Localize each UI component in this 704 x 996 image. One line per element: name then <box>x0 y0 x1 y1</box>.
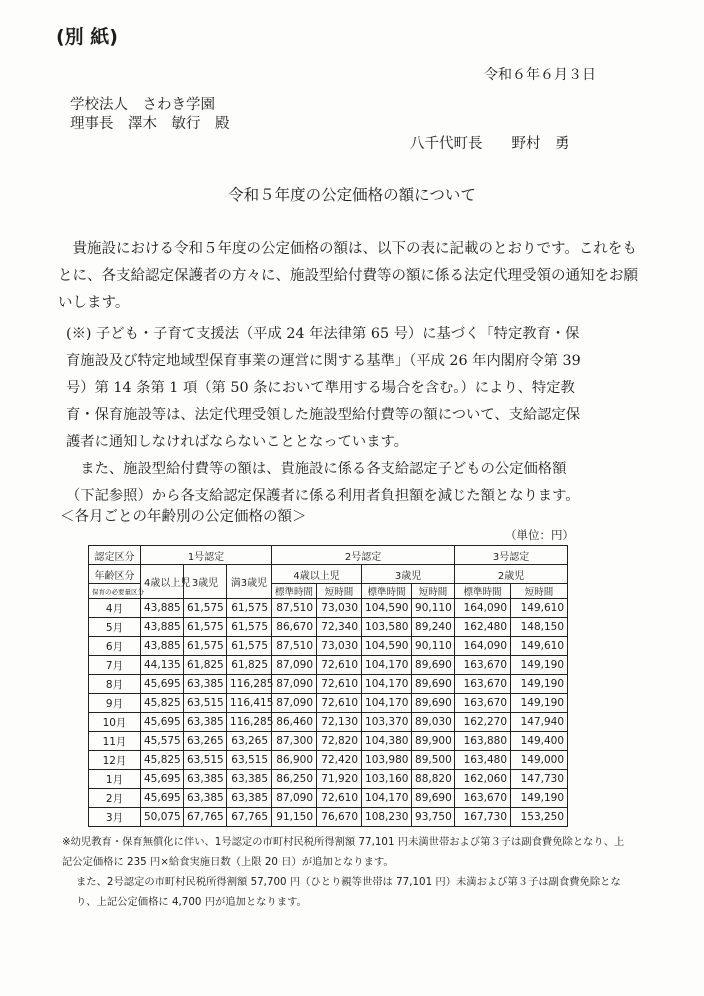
price-cell: 67,765 <box>184 808 227 827</box>
price-cell: 73,030 <box>317 637 362 656</box>
price-cell: 61,575 <box>184 599 227 618</box>
price-cell: 63,515 <box>184 751 227 770</box>
table-caption: ＜各月ごとの年齢別の公定価格の額＞ <box>60 509 307 525</box>
price-cell: 43,885 <box>141 599 184 618</box>
table-row <box>89 732 568 751</box>
price-cell: 104,170 <box>362 656 412 675</box>
price-cell: 162,270 <box>455 713 511 732</box>
footnotes <box>62 832 632 912</box>
price-cell: 153,250 <box>511 808 568 827</box>
price-cell: 88,820 <box>412 770 455 789</box>
header-cell: 標準時間 <box>272 584 317 599</box>
price-cell: 71,920 <box>317 770 362 789</box>
price-cell: 87,090 <box>272 675 317 694</box>
month-cell: 2月 <box>89 789 141 808</box>
price-cell: 61,575 <box>227 599 272 618</box>
price-cell: 89,690 <box>412 694 455 713</box>
price-cell: 72,610 <box>317 694 362 713</box>
header-cell: 保育の必要量区分 <box>89 584 141 599</box>
header-row-age <box>89 565 568 584</box>
price-cell: 104,590 <box>362 637 412 656</box>
price-cell: 45,695 <box>141 675 184 694</box>
price-cell: 91,150 <box>272 808 317 827</box>
header-cell: 3歳児 <box>184 565 227 599</box>
price-cell: 72,610 <box>317 675 362 694</box>
price-cell: 90,110 <box>412 599 455 618</box>
price-cell: 45,695 <box>141 713 184 732</box>
sender-name: 八千代町長 野村 勇 <box>410 136 570 152</box>
price-cell: 76,670 <box>317 808 362 827</box>
price-cell: 163,480 <box>455 751 511 770</box>
table-unit: （単位：円） <box>505 528 574 542</box>
price-cell: 50,075 <box>141 808 184 827</box>
price-cell: 63,385 <box>184 770 227 789</box>
price-cell: 108,230 <box>362 808 412 827</box>
month-cell: 7月 <box>89 656 141 675</box>
month-cell: 5月 <box>89 618 141 637</box>
table-row <box>89 675 568 694</box>
price-cell: 86,460 <box>272 713 317 732</box>
price-cell: 45,695 <box>141 789 184 808</box>
price-cell: 93,750 <box>412 808 455 827</box>
price-cell: 149,400 <box>511 732 568 751</box>
header-cell: 3歳児 <box>362 565 455 584</box>
table-row <box>89 599 568 618</box>
header-cell: 2号認定 <box>272 546 455 565</box>
price-cell: 149,190 <box>511 656 568 675</box>
price-cell: 104,170 <box>362 675 412 694</box>
price-cell: 72,340 <box>317 618 362 637</box>
price-cell: 116,415 <box>227 694 272 713</box>
footnote-1: ※幼児教育・保育無償化に伴い、1号認定の市町村民税所得割額 77,101 円未満世帯および第３子は副食費免除となり、上記公定価格に 235 円×給食実施日数（上限 20 日）が追加となります。 <box>62 836 625 868</box>
price-cell: 164,090 <box>455 599 511 618</box>
price-cell: 149,190 <box>511 675 568 694</box>
price-cell: 44,135 <box>141 656 184 675</box>
table-row <box>89 637 568 656</box>
price-cell: 87,300 <box>272 732 317 751</box>
price-cell: 149,190 <box>511 694 568 713</box>
month-cell: 11月 <box>89 732 141 751</box>
price-cell: 43,885 <box>141 618 184 637</box>
price-cell: 104,380 <box>362 732 412 751</box>
price-cell: 163,670 <box>455 656 511 675</box>
price-cell: 63,385 <box>184 675 227 694</box>
header-cell: 満3歳児 <box>227 565 272 599</box>
price-cell: 86,900 <box>272 751 317 770</box>
price-cell: 116,285 <box>227 713 272 732</box>
price-cell: 89,030 <box>412 713 455 732</box>
price-cell: 61,825 <box>184 656 227 675</box>
month-cell: 4月 <box>89 599 141 618</box>
header-cell: 1号認定 <box>141 546 272 565</box>
price-cell: 73,030 <box>317 599 362 618</box>
price-cell: 104,170 <box>362 789 412 808</box>
price-cell: 61,825 <box>227 656 272 675</box>
table-row <box>89 656 568 675</box>
body-paragraph: 貴施設における令和５年度の公定価格の額は、以下の表に記載のとおりです。これをもとに、各支給認定保護者の方々に、施設型給付費等の額に係る法定代理受領の通知をお願いします。 <box>58 241 638 311</box>
price-cell: 63,515 <box>227 751 272 770</box>
price-cell: 72,610 <box>317 656 362 675</box>
price-cell: 162,060 <box>455 770 511 789</box>
header-cell: 短時間 <box>511 584 568 599</box>
price-cell: 72,610 <box>317 789 362 808</box>
price-cell: 63,385 <box>184 789 227 808</box>
price-cell: 149,000 <box>511 751 568 770</box>
price-cell: 67,765 <box>227 808 272 827</box>
price-cell: 45,695 <box>141 770 184 789</box>
price-cell: 162,480 <box>455 618 511 637</box>
month-cell: 1月 <box>89 770 141 789</box>
document-title: 令和５年度の公定価格の額について <box>228 186 476 204</box>
month-cell: 9月 <box>89 694 141 713</box>
price-cell: 89,500 <box>412 751 455 770</box>
price-cell: 167,730 <box>455 808 511 827</box>
table-row <box>89 789 568 808</box>
price-cell: 147,940 <box>511 713 568 732</box>
table-row <box>89 808 568 827</box>
header-row-certification <box>89 546 568 565</box>
price-cell: 147,730 <box>511 770 568 789</box>
price-cell: 148,150 <box>511 618 568 637</box>
header-cell: 認定区分 <box>89 546 141 565</box>
price-cell: 63,265 <box>184 732 227 751</box>
price-cell: 87,510 <box>272 637 317 656</box>
table-row <box>89 751 568 770</box>
document-date: 令和６年６月３日 <box>484 67 596 83</box>
table-row <box>89 618 568 637</box>
price-cell: 149,610 <box>511 637 568 656</box>
header-cell: 3号認定 <box>455 546 568 565</box>
price-cell: 89,900 <box>412 732 455 751</box>
price-cell: 104,590 <box>362 599 412 618</box>
note-paragraph-2: また、施設型給付費等の額は、貴施設に係る各支給認定子どもの公定価格額（下記参照）から各支給認定保護者に係る利用者負担額を減じた額となります。 <box>66 461 580 504</box>
price-cell: 61,575 <box>227 637 272 656</box>
addressee-name: 理事長 澤木 敏行 殿 <box>70 116 230 132</box>
price-cell: 63,265 <box>227 732 272 751</box>
price-cell: 63,385 <box>184 713 227 732</box>
price-cell: 103,370 <box>362 713 412 732</box>
month-cell: 10月 <box>89 713 141 732</box>
price-cell: 89,690 <box>412 675 455 694</box>
header-cell: 標準時間 <box>455 584 511 599</box>
price-cell: 72,820 <box>317 732 362 751</box>
table-body <box>89 599 568 827</box>
price-table <box>88 545 568 827</box>
price-cell: 89,690 <box>412 656 455 675</box>
price-cell: 149,190 <box>511 789 568 808</box>
price-cell: 116,285 <box>227 675 272 694</box>
attachment-label: (別 紙) <box>56 26 118 48</box>
footnote-2: また、2号認定の市町村民税所得割額 57,700 円（ひとり親等世帯は 77,101 円）未満および第３子は副食費免除となり、上記公定価格に 4,700 円が追加となります。 <box>76 876 621 908</box>
table-row <box>89 770 568 789</box>
price-cell: 87,090 <box>272 789 317 808</box>
price-cell: 45,825 <box>141 751 184 770</box>
price-cell: 163,880 <box>455 732 511 751</box>
month-cell: 8月 <box>89 675 141 694</box>
price-cell: 43,885 <box>141 637 184 656</box>
price-cell: 163,670 <box>455 789 511 808</box>
price-cell: 103,160 <box>362 770 412 789</box>
price-cell: 86,670 <box>272 618 317 637</box>
table-row <box>89 694 568 713</box>
header-cell: 2歳児 <box>455 565 568 584</box>
body-text <box>58 236 638 317</box>
price-cell: 61,575 <box>184 637 227 656</box>
header-cell: 4歳以上児 <box>272 565 362 584</box>
header-cell: 標準時間 <box>362 584 412 599</box>
price-cell: 61,575 <box>227 618 272 637</box>
price-cell: 72,420 <box>317 751 362 770</box>
price-cell: 90,110 <box>412 637 455 656</box>
price-cell: 149,610 <box>511 599 568 618</box>
price-cell: 86,250 <box>272 770 317 789</box>
price-cell: 87,090 <box>272 656 317 675</box>
price-cell: 87,510 <box>272 599 317 618</box>
price-cell: 63,385 <box>227 770 272 789</box>
price-cell: 45,825 <box>141 694 184 713</box>
price-cell: 63,385 <box>227 789 272 808</box>
price-cell: 103,580 <box>362 618 412 637</box>
price-cell: 103,980 <box>362 751 412 770</box>
price-cell: 163,670 <box>455 694 511 713</box>
addressee-organization: 学校法人 さわき学園 <box>70 97 215 113</box>
price-cell: 72,130 <box>317 713 362 732</box>
note-paragraph-1: (※) 子ども・子育て支援法（平成 24 年法律第 65 号）に基づく「特定教育・保育施設及び特定地域型保育事業の運営に関する基準」（平成 26 年内閣府令第 39 号）第 14 条第 1 項（第 50 条において準用する場合を含む。）により、特定教育・保育施設等は、法定代理受領した施設型給付費等の額について、支給認定保護者に通知しなければならないこととなっています。 <box>66 326 581 450</box>
price-cell: 63,515 <box>184 694 227 713</box>
header-cell: 短時間 <box>317 584 362 599</box>
price-cell: 45,575 <box>141 732 184 751</box>
month-cell: 12月 <box>89 751 141 770</box>
header-cell: 年齢区分 <box>89 565 141 584</box>
price-cell: 89,240 <box>412 618 455 637</box>
table-row <box>89 713 568 732</box>
price-cell: 87,090 <box>272 694 317 713</box>
price-cell: 104,170 <box>362 694 412 713</box>
price-cell: 164,090 <box>455 637 511 656</box>
header-cell: 短時間 <box>412 584 455 599</box>
month-cell: 3月 <box>89 808 141 827</box>
price-cell: 89,690 <box>412 789 455 808</box>
month-cell: 6月 <box>89 637 141 656</box>
legal-note <box>66 321 586 510</box>
price-cell: 61,575 <box>184 618 227 637</box>
price-cell: 163,670 <box>455 675 511 694</box>
header-cell: 4歳以上児 <box>141 565 184 599</box>
